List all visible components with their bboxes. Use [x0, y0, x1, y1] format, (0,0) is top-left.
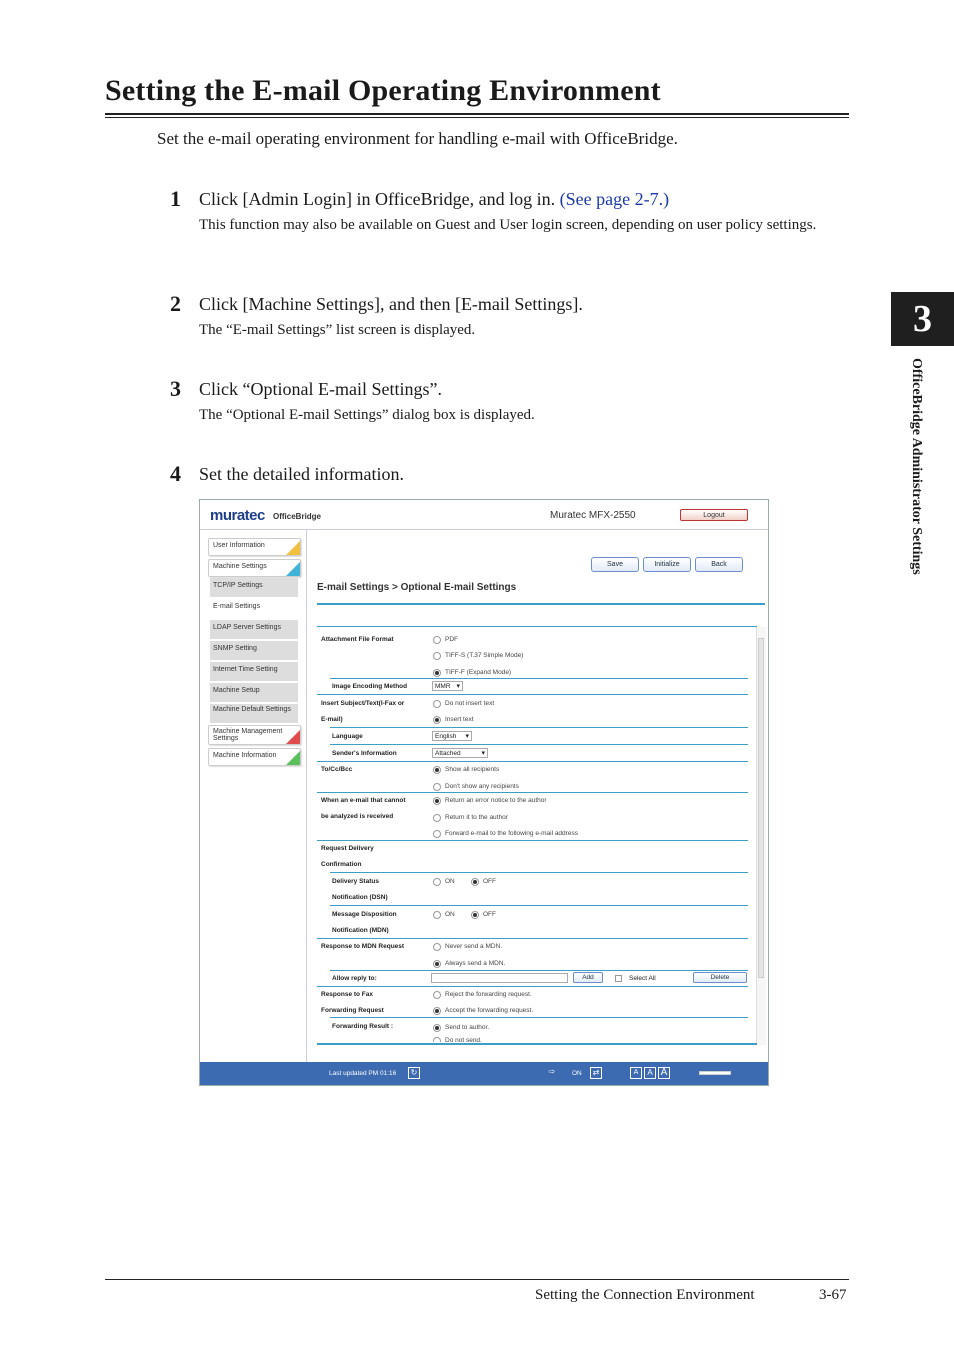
- submenu-tcpip[interactable]: TCP/IP Settings: [210, 578, 298, 597]
- sender-info-select[interactable]: Attached ▾: [432, 748, 488, 758]
- cannot-analyze-label: When an e-mail that cannot: [321, 797, 406, 804]
- row-divider: [317, 761, 748, 762]
- font-large-icon[interactable]: A: [658, 1067, 670, 1079]
- cannot-analyze-label-2: be analyzed is received: [321, 813, 394, 820]
- row-divider: [317, 792, 748, 793]
- dsn-label-2: Notification (DSN): [332, 894, 388, 901]
- last-updated-text: Last updated PM 01:16: [329, 1070, 397, 1077]
- form-bottom-rule: [317, 1043, 757, 1045]
- step-note: This function may also be available on Guest and User login screen, depending on user policy settings.: [199, 217, 817, 233]
- title-rule: [105, 113, 849, 115]
- response-fax-label: Response to Fax: [321, 991, 374, 998]
- accept-forwarding-radio[interactable]: Accept the forwarding request.: [433, 1007, 533, 1014]
- image-encoding-select[interactable]: MMR ▾: [432, 681, 463, 691]
- request-delivery-label: Request Delivery: [321, 845, 374, 852]
- sidebar: [200, 530, 307, 1062]
- footer-page-number: 3-67: [819, 1287, 847, 1303]
- clipped-option-wrap: [433, 1037, 553, 1042]
- row-divider: [330, 970, 748, 971]
- font-medium-icon[interactable]: A: [644, 1067, 656, 1079]
- swap-icon[interactable]: ⇄: [590, 1067, 602, 1079]
- show-recipients-radio[interactable]: Show all recipients: [433, 766, 499, 773]
- submenu-ldap[interactable]: LDAP Server Settings: [210, 620, 298, 639]
- step-number: 4: [170, 461, 181, 486]
- corner-tab-icon: [286, 541, 300, 555]
- menu-machine-management[interactable]: [208, 725, 301, 745]
- attachment-format-label: Attachment File Format: [321, 636, 394, 643]
- attach-pdf-radio[interactable]: PDF: [433, 636, 458, 643]
- mdn-label-2: Notification (MDN): [332, 927, 389, 934]
- menu-label: Machine Settings: [213, 563, 267, 570]
- step-note: The “Optional E-mail Settings” dialog box is displayed.: [199, 407, 535, 423]
- chapter-side-label: OfficeBridge Administrator Settings: [909, 358, 924, 575]
- row-divider: [330, 727, 748, 728]
- forward-email-radio[interactable]: Forward e-mail to the following e-mail address: [433, 830, 578, 837]
- return-author-radio[interactable]: Return it to the author: [433, 814, 508, 821]
- page-reference-link[interactable]: (See page 2-7.): [559, 189, 670, 209]
- forwarding-result-label: Forwarding Result :: [332, 1023, 394, 1030]
- product-logo: OfficeBridge: [273, 512, 322, 521]
- step-text: Click [Admin Login] in OfficeBridge, and log in.: [199, 189, 556, 209]
- hide-recipients-radio[interactable]: Don't show any recipients: [433, 783, 519, 790]
- corner-tab-icon: [286, 730, 300, 744]
- breadcrumb-rule: [317, 603, 765, 605]
- transfer-status-text: ON: [572, 1070, 582, 1077]
- return-error-radio[interactable]: Return an error notice to the author: [433, 797, 547, 804]
- row-divider: [330, 744, 748, 745]
- step-instruction: Click [Machine Settings], and then [E-mail Settings].: [199, 294, 583, 314]
- row-divider: [330, 1017, 748, 1018]
- chapter-tab: 3: [891, 292, 954, 346]
- menu-label: User Information: [213, 542, 265, 549]
- select-all-checkbox[interactable]: [615, 975, 622, 982]
- submenu-snmp[interactable]: SNMP Setting: [210, 641, 298, 660]
- menu-label: Machine Information: [213, 752, 277, 759]
- logout-button[interactable]: Logout: [680, 509, 748, 521]
- row-divider: [330, 678, 748, 679]
- menu-user-information[interactable]: [208, 538, 301, 556]
- language-select[interactable]: English ▾: [432, 731, 472, 741]
- transfer-icon: ⇨: [548, 1067, 556, 1076]
- menu-machine-settings[interactable]: [208, 559, 301, 577]
- mdn-on-radio[interactable]: ON: [433, 911, 455, 918]
- insert-subject-label-2: E-mail): [321, 716, 343, 723]
- forwarding-request-label: Forwarding Request: [321, 1007, 384, 1014]
- submenu-machine-setup[interactable]: Machine Setup: [210, 683, 298, 702]
- do-not-send-radio[interactable]: Do not send.: [433, 1037, 482, 1042]
- never-send-mdn-radio[interactable]: Never send a MDN.: [433, 943, 502, 950]
- mdn-off-radio[interactable]: OFF: [471, 911, 496, 918]
- step-number: 1: [170, 186, 181, 211]
- request-delivery-label-2: Confirmation: [321, 861, 362, 868]
- dsn-off-radio[interactable]: OFF: [471, 878, 496, 885]
- row-divider: [330, 905, 748, 906]
- corner-tab-icon: [286, 562, 300, 576]
- delete-button[interactable]: Delete: [693, 972, 747, 983]
- row-divider: [317, 938, 748, 939]
- reject-forwarding-radio[interactable]: Reject the forwarding request.: [433, 991, 532, 998]
- tocc-label: To/Cc/Bcc: [321, 766, 353, 773]
- row-divider: [317, 986, 748, 987]
- mdn-label: Message Disposition: [332, 911, 397, 918]
- add-button[interactable]: Add: [573, 972, 603, 983]
- always-send-mdn-radio[interactable]: Always send a MDN.: [433, 960, 505, 967]
- step-number: 3: [170, 376, 181, 401]
- intro-text: Set the e-mail operating environment for handling e-mail with OfficeBridge.: [157, 129, 678, 148]
- muratec-logo: muratec: [210, 507, 265, 524]
- footer-rule: [105, 1279, 849, 1280]
- attach-tifff-radio[interactable]: TIFF-F (Expand Mode): [433, 669, 511, 676]
- font-small-icon[interactable]: A: [630, 1067, 642, 1079]
- back-button[interactable]: Back: [695, 557, 743, 572]
- title-rule-thin: [105, 117, 849, 118]
- select-all-label: Select All: [629, 975, 656, 982]
- scrollbar-thumb[interactable]: [758, 638, 764, 978]
- submenu-machine-defaults[interactable]: Machine Default Settings: [210, 704, 298, 723]
- machine-name: Muratec MFX-2550: [550, 510, 636, 521]
- row-divider: [330, 872, 748, 873]
- submenu-internet-time[interactable]: Internet Time Setting: [210, 662, 298, 681]
- main-panel: [308, 530, 768, 1062]
- insert-text-radio[interactable]: Insert text: [433, 716, 474, 723]
- officebridge-screenshot: [199, 499, 769, 1086]
- row-divider: [317, 840, 748, 841]
- do-not-insert-radio[interactable]: Do not insert text: [433, 700, 494, 707]
- dsn-label: Delivery Status: [332, 878, 379, 885]
- dsn-on-radio[interactable]: ON: [433, 878, 455, 885]
- step-number: 2: [170, 291, 181, 316]
- insert-subject-label: Insert Subject/Text(I-Fax or: [321, 700, 405, 707]
- image-encoding-label: Image Encoding Method: [332, 683, 408, 690]
- sender-info-label: Sender's Information: [332, 750, 397, 757]
- menu-label: Machine Management Settings: [213, 728, 283, 742]
- step-instruction: Set the detailed information.: [199, 464, 404, 484]
- mdn-request-label: Response to MDN Request: [321, 943, 405, 950]
- progress-indicator: [699, 1071, 731, 1075]
- app-header: [200, 500, 768, 530]
- row-divider: [317, 694, 748, 695]
- status-bar: [200, 1062, 768, 1085]
- submenu-email-settings[interactable]: E-mail Settings: [210, 599, 298, 618]
- allow-reply-input[interactable]: [431, 973, 568, 983]
- step-note: The “E-mail Settings” list screen is displayed.: [199, 322, 476, 338]
- send-to-author-radio[interactable]: Send to author.: [433, 1024, 489, 1031]
- step-instruction: [199, 189, 669, 210]
- language-label: Language: [332, 733, 363, 740]
- initialize-button[interactable]: Initialize: [643, 557, 691, 572]
- corner-tab-icon: [286, 751, 300, 765]
- save-button[interactable]: Save: [591, 557, 639, 572]
- footer-section: Setting the Connection Environment: [535, 1287, 755, 1303]
- form-top-rule: [317, 626, 757, 627]
- refresh-icon[interactable]: ↻: [408, 1067, 420, 1079]
- menu-machine-information[interactable]: [208, 748, 301, 766]
- step-instruction: Click “Optional E-mail Settings”.: [199, 379, 442, 399]
- page-title: Setting the E-mail Operating Environment: [105, 74, 661, 107]
- attach-tiffs-radio[interactable]: TIFF-S (T.37 Simple Mode): [433, 652, 523, 659]
- breadcrumb: E-mail Settings > Optional E-mail Settings: [317, 582, 517, 593]
- allow-reply-label: Allow reply to:: [332, 975, 377, 982]
